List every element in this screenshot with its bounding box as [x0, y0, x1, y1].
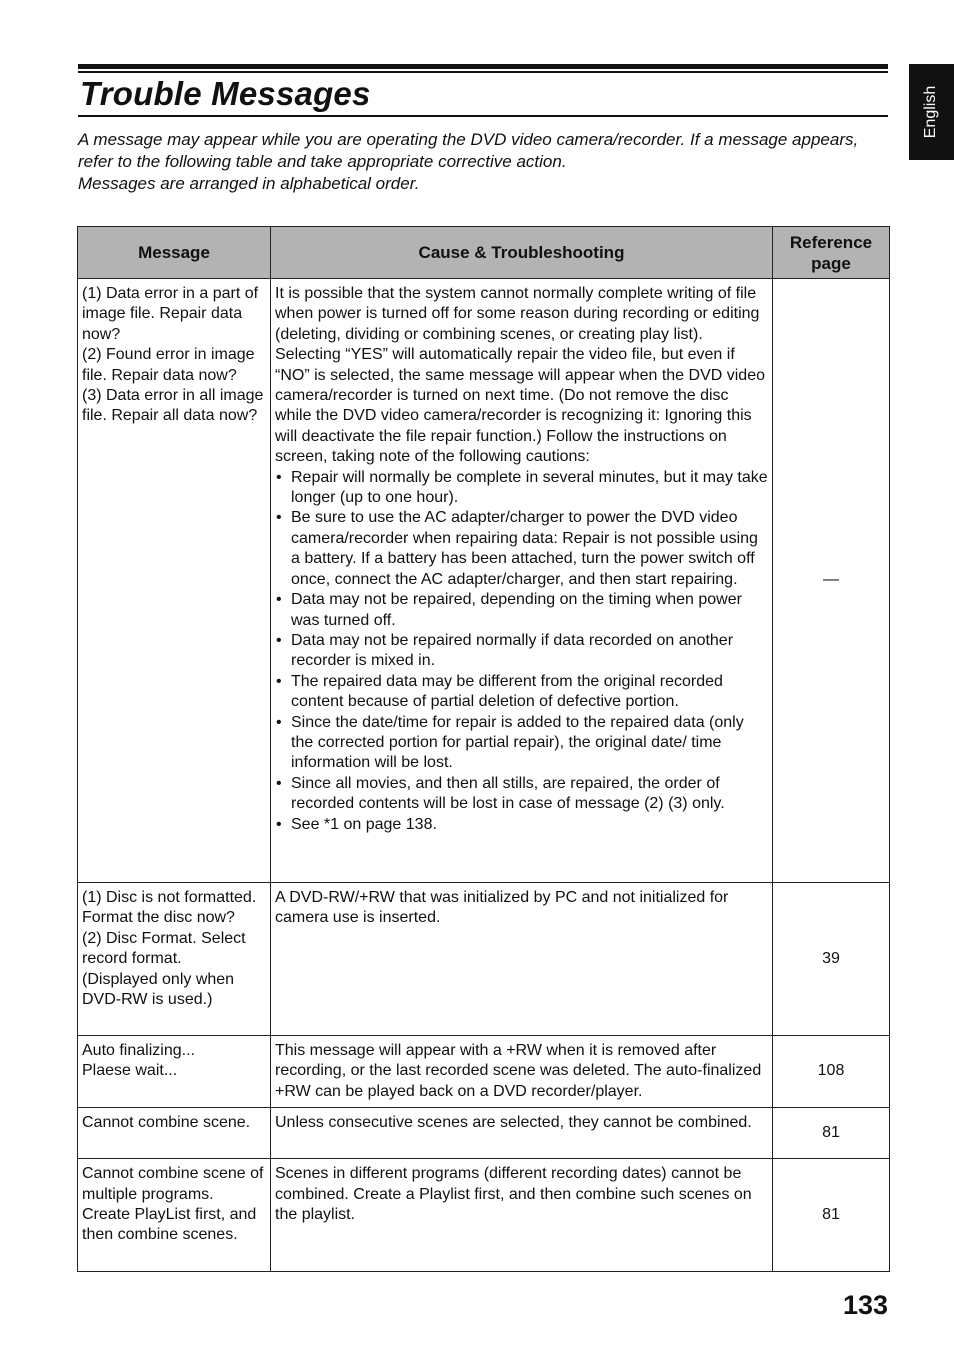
message-cell	[78, 883, 271, 1036]
list-item: • Data may not be repaired normally if data recorded on another recorder is mixed in.	[275, 631, 768, 672]
cause-text: This message will appear with a +RW when it is removed after recording, or the last recorded scene was deleted. The auto-finalized +RW can be played back on a DVD recorder/player.	[275, 1042, 762, 1100]
list-item: • Since all movies, and then all stills, are repaired, the order of recorded contents will be lost in case of message (2) (3) only.	[275, 774, 768, 815]
message-line: Auto finalizing...	[82, 1042, 195, 1059]
table-row	[78, 1036, 890, 1108]
list-item: • Data may not be repaired, depending on the timing when power was turned off.	[275, 590, 768, 631]
message-cell	[78, 279, 271, 883]
header-reference: Reference page	[773, 227, 890, 279]
list-item: • Since the date/time for repair is added to the repaired data (only the corrected portion for partial repair), the original date/ time information will be lost.	[275, 713, 768, 774]
cause-cell	[271, 279, 773, 883]
cause-cell	[271, 1036, 773, 1108]
message-line: (3) Data error in all image file. Repair all data now?	[82, 387, 264, 425]
table-row	[78, 1159, 890, 1272]
cause-cell	[271, 883, 773, 1036]
reference-cell: 39	[773, 883, 890, 1036]
cause-cell	[271, 1108, 773, 1159]
intro-paragraph-1: A message may appear while you are operating the DVD video camera/recorder. If a message appears, refer to the following table and take appropriate corrective action.	[78, 130, 859, 171]
trouble-messages-table	[77, 226, 890, 1272]
list-item: • Repair will normally be complete in several minutes, but it may take longer (up to one hour).	[275, 468, 768, 509]
message-line: Cannot combine scene of multiple programs. Create PlayList first, and then combine scenes.	[82, 1165, 264, 1244]
page-number: 133	[842, 1290, 888, 1320]
list-item: • Be sure to use the AC adapter/charger to power the DVD video camera/recorder when repairing data: Repair is not possible using a battery. If a battery has been attached, turn the power switch off once, connect the AC adapter/charger, and then start repairing.	[275, 508, 768, 590]
reference-cell: —	[773, 279, 890, 883]
language-tab-label: English	[922, 85, 940, 139]
list-item: • The repaired data may be different from the original recorded content because of partial deletion of defective portion.	[275, 672, 768, 713]
intro-text	[78, 129, 888, 195]
message-line: (1) Data error in a part of image file. Repair data now?	[82, 285, 259, 343]
top-rule-thick	[78, 64, 888, 69]
message-cell	[78, 1036, 271, 1108]
message-line: (1) Disc is not formatted. Format the disc now?	[82, 889, 257, 927]
message-cell	[78, 1108, 271, 1159]
table-row	[78, 883, 890, 1036]
table-header-row	[78, 227, 890, 279]
intro-paragraph-2: Messages are arranged in alphabetical order.	[78, 174, 420, 193]
caution-list	[275, 468, 768, 835]
message-line: Plaese wait...	[82, 1062, 178, 1080]
cause-text: A DVD-RW/+RW that was initialized by PC and not initialized for camera use is inserted.	[275, 889, 729, 927]
reference-cell: 81	[773, 1159, 890, 1272]
header-cause: Cause & Troubleshooting	[271, 227, 773, 279]
top-rule-thin	[78, 71, 888, 73]
cause-text: Unless consecutive scenes are selected, they cannot be combined.	[275, 1114, 752, 1132]
message-line: Cannot combine scene.	[82, 1114, 251, 1132]
reference-cell: 81	[773, 1108, 890, 1159]
title-underline	[78, 115, 888, 117]
header-message: Message	[78, 227, 271, 279]
cause-cell	[271, 1159, 773, 1272]
reference-cell: 108	[773, 1036, 890, 1108]
message-line: (2) Disc Format. Select record format.	[82, 929, 246, 968]
cause-text: It is possible that the system cannot normally complete writing of file when power is turned off for some reason during recording or editing (deleting, dividing or combining scenes, or creating play list). Selecting “YES” will automatically repair the video file, but even if “NO” is selected, the same message will appear when the DVD video camera/recorder is turned on next time. (Do not remove the disc while the DVD video camera/recorder is recognizing it: Ignoring this will deactivate the file repair function.) Follow the instructions on screen, taking note of the following cautions:	[275, 285, 765, 466]
message-line: (Displayed only when DVD-RW is used.)	[82, 970, 235, 1009]
table-row	[78, 279, 890, 883]
message-cell	[78, 1159, 271, 1272]
table-row	[78, 1108, 890, 1159]
list-item: • See *1 on page 138.	[275, 815, 768, 835]
cause-text: Scenes in different programs (different recording dates) cannot be combined. Create a Playlist first, and then combine such scenes on the playlist.	[275, 1165, 752, 1224]
language-tab	[909, 64, 954, 160]
page-title: Trouble Messages	[80, 75, 371, 112]
message-line: (2) Found error in image file. Repair data now?	[82, 346, 255, 384]
